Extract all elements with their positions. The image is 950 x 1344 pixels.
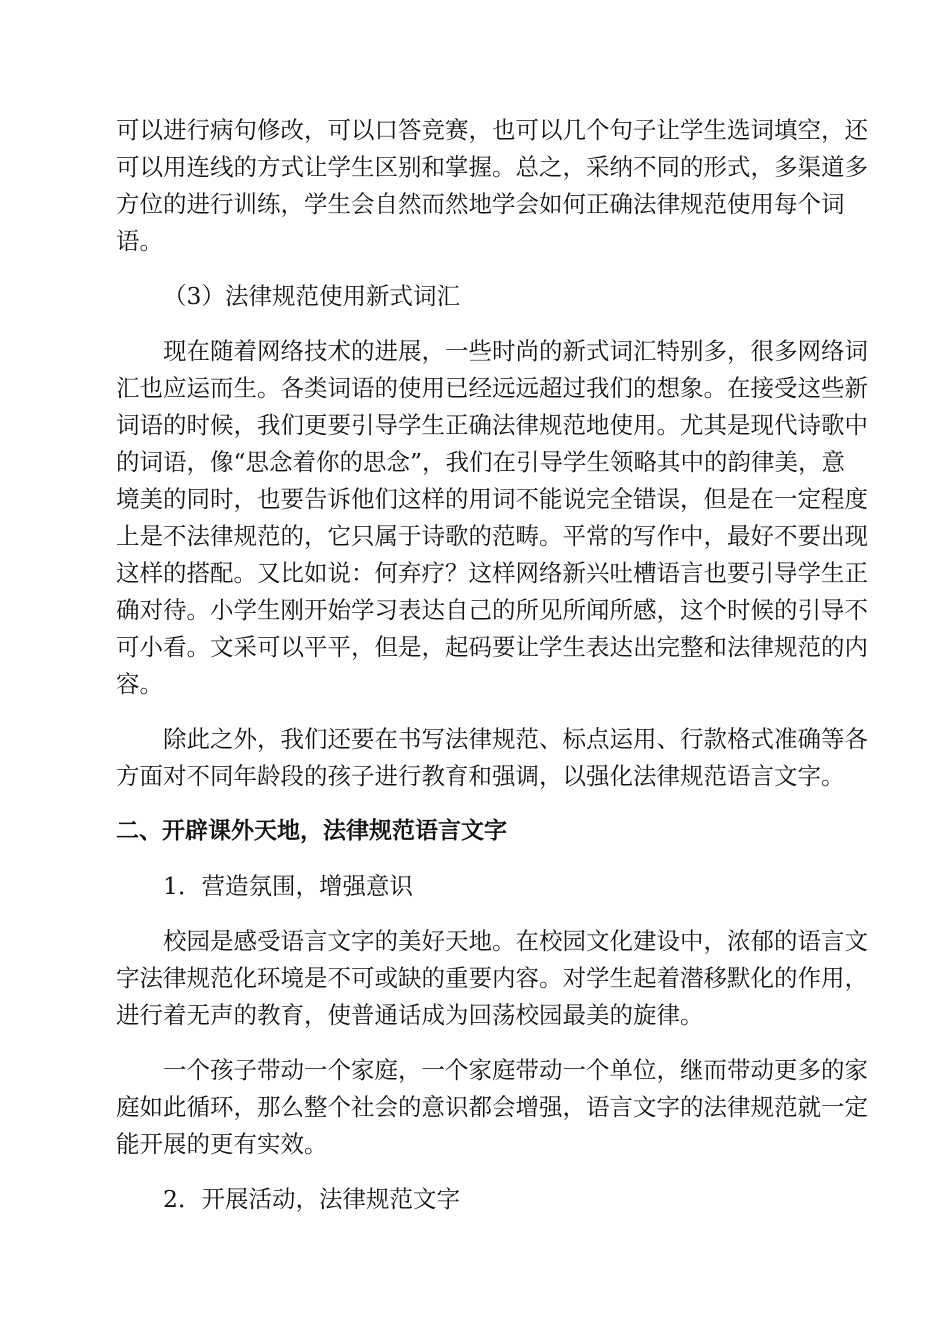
subheading-activities: 2．开展活动，法律规范文字	[163, 1185, 460, 1213]
paragraph-writing-standards	[116, 721, 868, 795]
text-line: 词语的时候，我们更要引导学生正确法律规范地使用。尤其是现代诗歌中	[116, 411, 868, 439]
text-line: 现在随着网络技术的进展，一些时尚的新式词汇特别多，很多网络词	[163, 337, 868, 365]
text-line: 能开展的更有实效。	[116, 1130, 328, 1158]
text-line: 方位的进行训练，学生会自然而然地学会如何正确法律规范使用每个词	[116, 190, 845, 218]
text-line: 确对待。小学生刚开始学习表达自己的所见所闻所感，这个时候的引导不	[116, 596, 868, 624]
text-line: 可以用连线的方式让学生区别和掌握。总之，采纳不同的形式，多渠道多	[116, 153, 868, 181]
subheading-new-vocabulary: （3）法律规范使用新式词汇	[163, 282, 460, 310]
text-line: 语。	[116, 227, 163, 255]
text-line: 的词语，像“思念着你的思念”，我们在引导学生领略其中的韵律美，意	[116, 448, 846, 476]
text-line: 庭如此循环，那么整个社会的意识都会增强，语言文字的法律规范就一定	[116, 1093, 868, 1121]
text-line: 这样的搭配。又比如说：何弃疗？这样网络新兴吐槽语言也要引导学生正	[116, 559, 868, 587]
text-line: 进行着无声的教育，使普通话成为回荡校园最美的旋律。	[116, 1001, 704, 1029]
text-line: 除此之外，我们还要在书写法律规范、标点运用、行款格式准确等各	[163, 725, 868, 753]
text-line: 容。	[116, 670, 163, 698]
document-body	[116, 112, 868, 1236]
text-line: 可以进行病句修改，可以口答竞赛，也可以几个句子让学生选词填空，还	[116, 116, 868, 144]
text-line: 方面对不同年龄段的孩子进行教育和强调，以强化法律规范语言文字。	[116, 762, 845, 790]
section-heading: 二、开辟课外天地，法律规范语言文字	[116, 818, 507, 844]
paragraph-network-vocabulary	[116, 333, 868, 703]
text-line: 上是不法律规范的，它只属于诗歌的范畴。平常的写作中，最好不要出现	[116, 522, 868, 550]
text-line: 一个孩子带动一个家庭，一个家庭带动一个单位，继而带动更多的家	[163, 1056, 868, 1084]
paragraph-campus-culture	[116, 923, 868, 1034]
subheading-atmosphere: 1．营造氛围，增强意识	[163, 872, 413, 900]
text-line: 字法律规范化环境是不可或缺的重要内容。对学生起着潜移默化的作用，	[116, 964, 868, 992]
text-line: 校园是感受语言文字的美好天地。在校园文化建设中，浓郁的语言文	[163, 927, 868, 955]
text-line: 汇也应运而生。各类词语的使用已经远远超过我们的想象。在接受这些新	[116, 374, 868, 402]
text-line: 境美的同时，也要告诉他们这样的用词不能说完全错误，但是在一定程度	[116, 485, 868, 513]
text-line: 可小看。文采可以平平，但是，起码要让学生表达出完整和法律规范的内	[116, 633, 868, 661]
paragraph-training-methods	[116, 112, 868, 260]
paragraph-family-influence	[116, 1052, 868, 1163]
